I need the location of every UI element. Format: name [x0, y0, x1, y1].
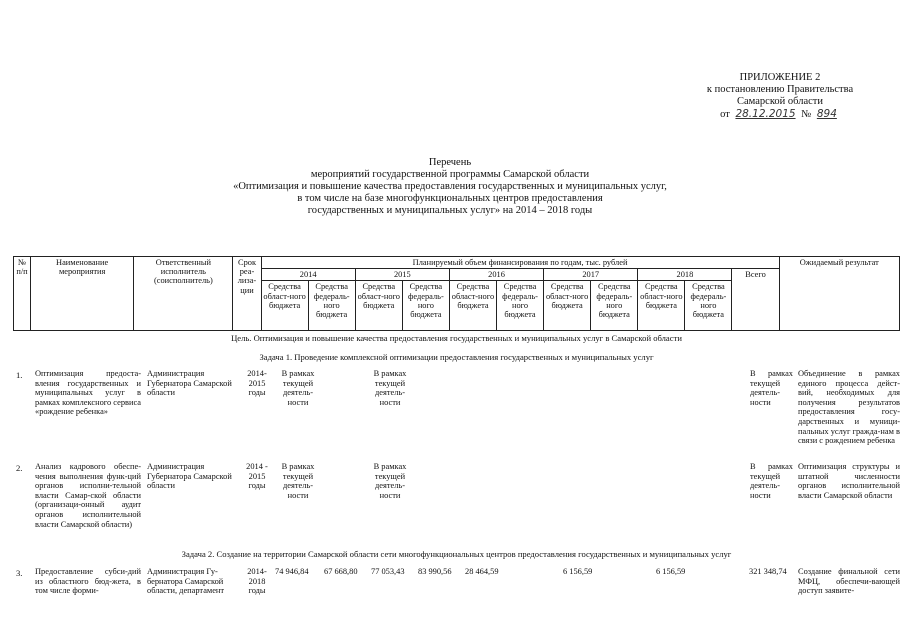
- date-prefix: от: [720, 109, 730, 120]
- regional-2018: Средства област-ного бюджета: [638, 281, 685, 331]
- row-1-2014: В рамках текущей деятель-ности: [281, 369, 315, 407]
- task-2-heading: Задача 2. Создание на территории Самарской области сети многофункциональных центров предоставления государственных и муниципальных услуг: [181, 549, 732, 559]
- year-2018: 2018: [638, 269, 732, 281]
- col-executor: Ответственный исполнитель (соисполнитель): [134, 257, 233, 331]
- federal-2018: Средства федераль-ного бюджета: [685, 281, 732, 331]
- row-3-total: 321 348,74: [749, 567, 787, 576]
- row-3-num: 3.: [16, 568, 23, 578]
- row-3-2015-regional: 77 053,43: [371, 567, 405, 576]
- row-2-2014: В рамках текущей деятель-ности: [281, 462, 315, 500]
- document-title: [170, 157, 730, 217]
- col-funding: Планируемый объем финансирования по годам, тыс. рублей: [261, 257, 779, 269]
- title-line-2: мероприятий государственной программы Самарской области: [310, 169, 590, 180]
- title-line-3: «Оптимизация и повышение качества предоставления государственных и муниципальных услуг,: [233, 181, 667, 192]
- handwritten-number: 894: [816, 108, 837, 120]
- col-result: Ожидаемый результат: [779, 257, 899, 331]
- row-3-2014-federal: 67 668,80: [324, 567, 358, 576]
- header-table: [13, 256, 900, 331]
- row-3-2018-regional: 6 156,59: [656, 567, 686, 576]
- year-2016: 2016: [449, 269, 543, 281]
- appendix-block: [680, 72, 880, 121]
- row-1-executor: Администрация Губернатора Самарской области: [147, 369, 232, 398]
- year-2014: 2014: [261, 269, 355, 281]
- row-3-name: Предоставление субси-дий из областного бюд-жета, в том числе форми-: [35, 567, 141, 596]
- col-total: Всего: [732, 269, 779, 331]
- goal-heading: Цель. Оптимизация и повышение качества предоставления государственных и муниципальных услуг в Самарской области: [231, 333, 682, 343]
- handwritten-date: 28.12.2015: [735, 108, 796, 120]
- year-2015: 2015: [355, 269, 449, 281]
- federal-2016: Средства федераль-ного бюджета: [497, 281, 544, 331]
- federal-2014: Средства федераль-ного бюджета: [308, 281, 355, 331]
- regional-2015: Средства област-ного бюджета: [355, 281, 402, 331]
- row-3-term: 2014-2018 годы: [247, 567, 267, 596]
- row-3-2017-regional: 6 156,59: [563, 567, 593, 576]
- task-1-heading: Задача 1. Проведение комплексной оптимизации предоставления государственных и муниципальных услуг: [259, 352, 654, 362]
- row-2-2015: В рамках текущей деятель-ности: [373, 462, 407, 500]
- regional-2017: Средства област-ного бюджета: [544, 281, 591, 331]
- row-2-term: 2014 - 2015 годы: [246, 462, 268, 491]
- row-3-executor: Администрация Гу-бернатора Самарской области, департамент: [147, 567, 225, 596]
- col-num: № п/п: [14, 257, 31, 331]
- row-1-term: 2014-2015 годы: [247, 369, 267, 398]
- row-2-num: 2.: [16, 463, 23, 473]
- row-2-result: Оптимизация структуры и штатной численности органов исполнительной власти Самарской области: [798, 462, 900, 500]
- appendix-label: ПРИЛОЖЕНИЕ 2: [739, 72, 821, 83]
- row-1-total: В рамках текущей деятель-ности: [750, 369, 793, 407]
- row-3-2014-regional: 74 946,84: [275, 567, 309, 576]
- row-2-name: Анализ кадрового обеспе-чения выполнения функ-ций органов исполни-тельной власти Самар-ской области (организаци-онный аудит органов исполнительной власти Самарской области): [35, 462, 141, 529]
- row-3-2016-regional: 28 464,59: [465, 567, 499, 576]
- row-3-2015-federal: 83 990,56: [418, 567, 452, 576]
- row-1-name: Оптимизация предоста-вления государственных и муниципальных услуг в рамках комплексного сервиса «рождение ребенка»: [35, 369, 141, 417]
- appendix-region: Самарской области: [737, 96, 823, 107]
- row-2-total: В рамках текущей деятель-ности: [750, 462, 793, 500]
- regional-2016: Средства област-ного бюджета: [449, 281, 496, 331]
- appendix-resolution: к постановлению Правительства: [706, 84, 854, 95]
- regional-2014: Средства област-ного бюджета: [261, 281, 308, 331]
- col-name: Наименование мероприятия: [31, 257, 134, 331]
- federal-2015: Средства федераль-ного бюджета: [402, 281, 449, 331]
- row-3-result: Создание финальной сети МФЦ, обеспечи-вающей доступ заявите-: [798, 567, 900, 596]
- appendix-date-line: [680, 108, 880, 121]
- row-1-num: 1.: [16, 370, 23, 380]
- col-term: Срок реа-лиза-ции: [233, 257, 261, 331]
- row-1-result: Объединение в рамках единого процесса дейст-вий, необходимых для получения результатов предоставления госу-дарственных и муници-пальных услуг гражда-нам в связи с рождением ребенка: [798, 369, 900, 446]
- title-line-4: в том числе на базе многофункциональных центров предоставления: [297, 193, 603, 204]
- title-line-1: Перечень: [428, 157, 472, 168]
- row-1-2015: В рамках текущей деятель-ности: [373, 369, 407, 407]
- row-2-executor: Администрация Губернатора Самарской области: [147, 462, 232, 491]
- federal-2017: Средства федераль-ного бюджета: [591, 281, 638, 331]
- year-2017: 2017: [544, 269, 638, 281]
- number-prefix: №: [801, 109, 812, 120]
- title-line-5: государственных и муниципальных услуг» на 2014 – 2018 годы: [307, 205, 593, 216]
